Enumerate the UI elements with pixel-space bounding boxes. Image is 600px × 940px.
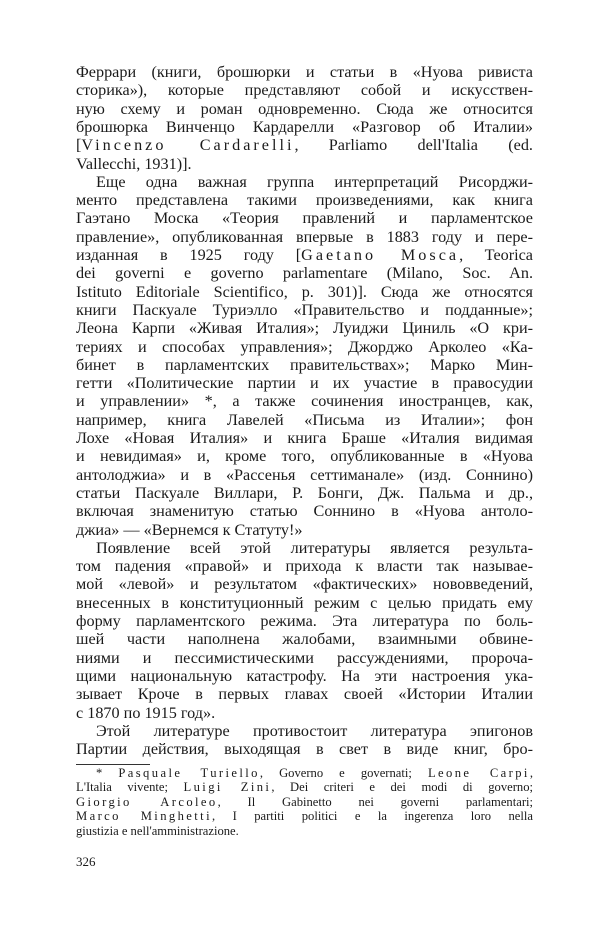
spaced-name: Marco Minghetti <box>76 809 212 824</box>
text-segment: например, книга Лавелей «Письма из Италии»; фон <box>76 410 533 429</box>
text-segment: щими национальную катастрофу. На эти настроения ука- <box>76 666 533 685</box>
text-segment: , Il Gabinetto nei governi parlamentari; <box>217 794 534 809</box>
text-segment: мой «левой» и результатом «фактических» нововведений, <box>76 575 533 594</box>
text-segment: и невидимая» и, кроме того, опубликованные в «Нуова <box>76 447 533 466</box>
text-segment: , I partiti politici e la ingerenza loro nella <box>211 809 533 824</box>
text-segment: териях и способах управления»; Джорджо Арколео «Ка- <box>76 337 533 356</box>
text-line <box>76 539 533 557</box>
footnote-line <box>76 766 533 780</box>
text-line <box>76 502 533 520</box>
text-segment: [ <box>76 136 82 155</box>
page-number: 326 <box>76 854 96 869</box>
text-line <box>76 173 533 191</box>
text-segment: зывает Кроче в первых главах своей «Истории Италии <box>76 685 533 704</box>
text-line <box>76 557 533 575</box>
text-line <box>76 411 533 429</box>
text-line <box>76 356 533 374</box>
text-line <box>76 209 533 227</box>
text-line <box>76 704 533 722</box>
text-segment: Появление всей этой литературы является результа- <box>96 538 533 557</box>
text-segment: гетти «Политические партии и их участие в правосудии <box>76 374 533 393</box>
text-line <box>76 429 533 447</box>
spaced-name: Gaetano Mosca <box>301 246 460 264</box>
text-line <box>76 447 533 465</box>
text-segment: том падения «правой» и прихода к власти так называе- <box>76 557 533 576</box>
text-line <box>76 392 533 410</box>
text-segment: форму парламентского режима. Эта литература по боль- <box>76 612 533 630</box>
text-line <box>76 319 533 337</box>
text-segment: правление», опубликованная впервые в 1883 году и пере- <box>76 227 533 246</box>
text-segment: , <box>529 766 533 780</box>
text-segment: джиа» — «Вернемся к Статуту!» <box>76 520 303 539</box>
text-line <box>76 283 533 301</box>
text-line <box>76 246 533 264</box>
text-line <box>76 264 533 282</box>
text-segment: менто представлена такими произведениями, как книга <box>76 191 533 210</box>
footnote-line <box>76 780 533 794</box>
text-segment: включая знаменитую статью Соннино в «Нуова антоло- <box>76 502 533 521</box>
text-segment: бинет в парламентских правительствах»; Марко Мин- <box>76 355 533 374</box>
footnote-line <box>76 809 533 823</box>
text-segment: Леона Карпи «Живая Италия»; Луиджи Циниль «О кри- <box>76 319 533 338</box>
spaced-name: Giorgio Arcoleo <box>76 794 218 809</box>
text-segment: брошюрка Винченцо Кардарелли «Разговор об Италии» <box>76 117 533 136</box>
text-segment: статьи Паскуале Виллари, Р. Бонги, Дж. Пальма и др., <box>76 483 533 502</box>
text-segment: книги Паскуале Туриэлло «Правительство и подданные»; <box>76 300 533 319</box>
text-segment: Партии действия, выходящая в свет в виде книг, бро- <box>76 740 533 759</box>
text-segment: , Dei criteri e dei modi di governo; <box>271 780 533 795</box>
text-line <box>76 63 533 81</box>
text-segment: шей части наполнена жалобами, взаимными обвине- <box>76 630 533 649</box>
text-segment: с 1870 по 1915 год». <box>76 703 216 722</box>
text-line <box>76 575 533 593</box>
text-segment: giustizia e nell'amministrazione. <box>76 823 239 838</box>
spaced-name: Luigi Zini <box>183 780 272 795</box>
text-segment: dei governi e governo parlamentare (Milano, Soc. An. <box>76 264 533 283</box>
text-line <box>76 630 533 648</box>
text-line <box>76 685 533 703</box>
text-line <box>76 100 533 118</box>
text-segment: изданная в 1925 году [ <box>76 246 302 264</box>
text-segment: Лохе «Новая Италия» и книга Браше «Италия видимая <box>76 429 533 447</box>
spaced-name: Pasquale Turiello <box>118 766 260 780</box>
text-segment: Этой литературе противостоит литература эпигонов <box>96 721 533 740</box>
text-segment: сторика»), которые представляют собой и искусствен- <box>76 81 533 100</box>
text-segment: и управлении» *, а также сочинения иностранцев, как, <box>76 392 533 411</box>
text-line <box>76 136 533 154</box>
footnote-line <box>76 795 533 809</box>
text-line <box>76 484 533 502</box>
footnote-line <box>76 824 533 838</box>
text-line <box>76 594 533 612</box>
footnote-divider <box>76 764 150 765</box>
text-line <box>76 374 533 392</box>
text-segment: Феррари (книги, брошюрки и статьи в «Нуова ривиста <box>76 63 533 81</box>
text-segment: ниями и пессимистическими рассуждениями, пророча- <box>76 648 533 667</box>
text-line <box>76 301 533 319</box>
text-segment: , Governo e governati; <box>259 766 428 780</box>
text-line <box>76 722 533 740</box>
text-line <box>76 81 533 99</box>
text-segment: , Parliamo dell'Italia (ed. <box>294 136 533 155</box>
text-line <box>76 740 533 758</box>
text-line <box>76 521 533 539</box>
text-segment: * <box>96 766 119 780</box>
text-segment: Гаэтано Моска «Теория правлений и парламентское <box>76 209 533 228</box>
text-segment: , Teorica <box>459 246 533 264</box>
text-segment: L'Italia vivente; <box>76 780 184 795</box>
text-line <box>76 338 533 356</box>
text-line <box>76 649 533 667</box>
text-segment: Istituto Editoriale Scientifico, p. 301)]. Сюда же относятся <box>76 282 533 301</box>
spaced-name: Leone Carpi <box>427 766 530 780</box>
text-line <box>76 667 533 685</box>
text-line <box>76 466 533 484</box>
text-line <box>76 191 533 209</box>
text-segment: Vallecchi, 1931)]. <box>76 154 192 173</box>
spaced-name: Vincenzo Cardarelli <box>81 136 295 155</box>
text-line <box>76 118 533 136</box>
text-line <box>76 155 533 173</box>
text-line <box>76 228 533 246</box>
text-segment: внесенных в конституционный режим с целью придать ему <box>76 593 533 612</box>
text-line <box>76 612 533 630</box>
text-segment: ную схему и роман одновременно. Сюда же относится <box>76 99 533 118</box>
text-segment: антолоджиа» и в «Рассенья сеттиманале» (изд. Соннино) <box>76 465 533 484</box>
text-segment: Еще одна важная группа интерпретаций Рисорджи- <box>96 172 533 191</box>
